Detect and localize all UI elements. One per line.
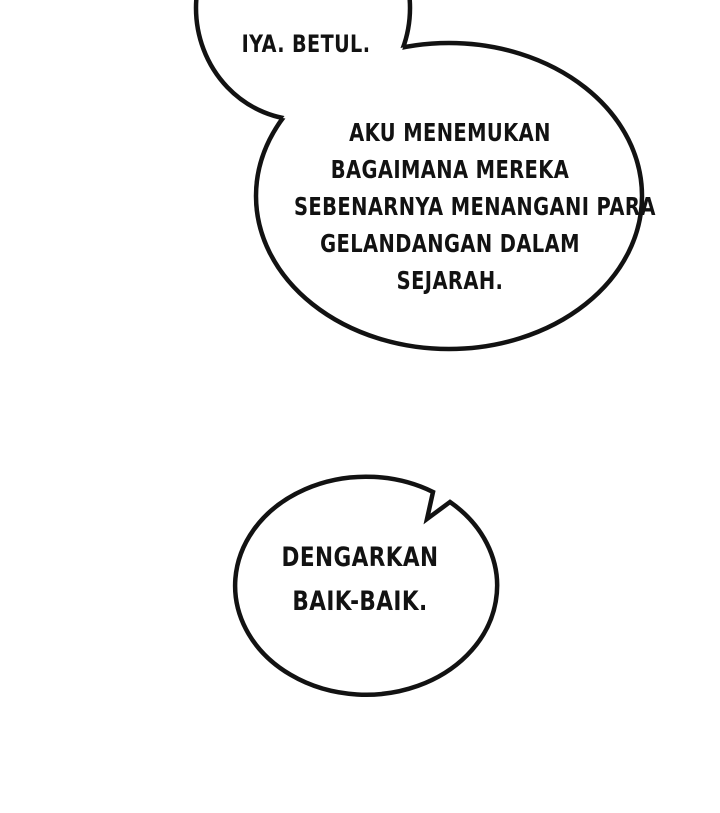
dialogue-line: BAGAIMANA MEREKA bbox=[330, 155, 570, 184]
dialogue-line: SEBENARNYA MENANGANI PARA bbox=[294, 192, 656, 221]
speech-bubble-top-text bbox=[226, 29, 386, 59]
dialogue-line: SEJARAH. bbox=[396, 266, 504, 295]
speech-bubble-bottom-text bbox=[254, 536, 465, 624]
speech-bubble-main-text bbox=[294, 114, 656, 299]
dialogue-line: GELANDANGAN DALAM bbox=[320, 229, 580, 258]
dialogue-line: IYA. BETUL. bbox=[241, 30, 371, 58]
dialogue-line: AKU MENEMUKAN bbox=[349, 118, 551, 147]
dialogue-line: BAIK-BAIK. bbox=[292, 586, 428, 617]
dialogue-line: DENGARKAN bbox=[281, 542, 439, 573]
